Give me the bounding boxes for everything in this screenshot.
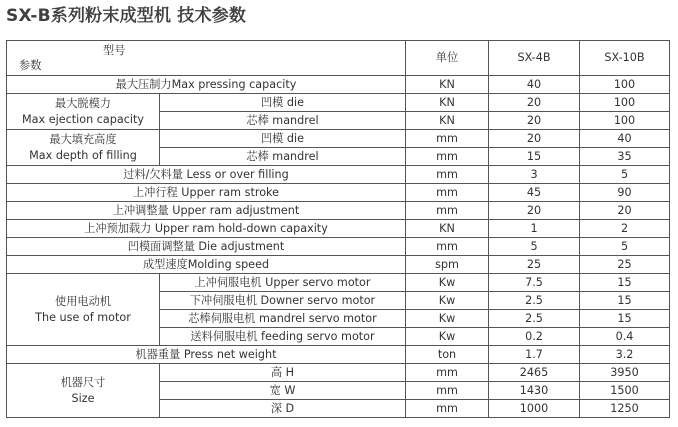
table-row (7, 166, 670, 184)
table-row (7, 346, 670, 364)
row-value-1: 45 (489, 184, 580, 202)
table-header-row (7, 41, 670, 76)
row-value-2: 0.4 (580, 328, 670, 346)
row-unit: Kw (406, 310, 489, 328)
row-label: 过料/欠料量 Less or over filling (7, 166, 406, 184)
row-label: 上冲行程 Upper ram stroke (7, 184, 406, 202)
row-value-2: 20 (580, 202, 670, 220)
table-row (7, 220, 670, 238)
row-value-1: 1430 (489, 382, 580, 400)
row-value-1: 1.7 (489, 346, 580, 364)
row-label: 上冲调整量 Upper ram adjustment (7, 202, 406, 220)
row-value-2: 1500 (580, 382, 670, 400)
row-value-2: 40 (580, 130, 670, 148)
row-unit: KN (406, 220, 489, 238)
header-col1: SX-4B (489, 41, 580, 76)
row-sublabel: 上冲伺服电机 Upper servo motor (160, 274, 406, 292)
row-value-1: 40 (489, 76, 580, 94)
row-value-2: 1250 (580, 400, 670, 418)
row-value-1: 2.5 (489, 292, 580, 310)
row-unit: KN (406, 112, 489, 130)
group-label-cn: 使用电动机 (55, 294, 111, 308)
row-value-2: 3.2 (580, 346, 670, 364)
group-label-en: Max depth of filling (29, 148, 137, 162)
row-unit: Kw (406, 274, 489, 292)
row-label: 凹模面调整量 Die adjustment (7, 238, 406, 256)
row-value-1: 2.5 (489, 310, 580, 328)
table-row (7, 130, 670, 148)
row-value-1: 20 (489, 94, 580, 112)
row-unit: mm (406, 400, 489, 418)
row-sublabel: 深 D (160, 400, 406, 418)
row-value-1: 3 (489, 166, 580, 184)
row-unit: Kw (406, 328, 489, 346)
row-value-1: 5 (489, 238, 580, 256)
spec-table (6, 40, 670, 418)
group-label-cn: 机器尺寸 (60, 375, 106, 389)
header-col2: SX-10B (580, 41, 670, 76)
row-value-1: 7.5 (489, 274, 580, 292)
row-value-2: 15 (580, 292, 670, 310)
row-unit: KN (406, 76, 489, 94)
row-value-1: 0.2 (489, 328, 580, 346)
group-label-en: Max ejection capacity (22, 112, 144, 126)
table-row (7, 202, 670, 220)
row-label: 机器重量 Press net weight (7, 346, 406, 364)
table-row (7, 274, 670, 292)
group-label (7, 364, 160, 418)
row-value-2: 5 (580, 238, 670, 256)
row-value-1: 25 (489, 256, 580, 274)
row-sublabel: 芯棒 mandrel (160, 148, 406, 166)
row-sublabel: 芯棒伺服电机 mandrel servo motor (160, 310, 406, 328)
row-unit: mm (406, 130, 489, 148)
row-sublabel: 凹模 die (160, 94, 406, 112)
row-value-2: 90 (580, 184, 670, 202)
row-label: 上冲预加载力 Upper ram hold-down capaxity (7, 220, 406, 238)
row-unit: KN (406, 94, 489, 112)
row-value-1: 2465 (489, 364, 580, 382)
header-unit: 单位 (406, 41, 489, 76)
row-sublabel: 芯棒 mandrel (160, 112, 406, 130)
group-label (7, 274, 160, 346)
row-value-1: 20 (489, 112, 580, 130)
row-value-2: 3950 (580, 364, 670, 382)
table-row (7, 238, 670, 256)
row-sublabel: 送料伺服电机 feeding servo motor (160, 328, 406, 346)
row-value-1: 1000 (489, 400, 580, 418)
row-unit: ton (406, 346, 489, 364)
group-label (7, 94, 160, 130)
row-value-1: 20 (489, 202, 580, 220)
table-row (7, 256, 670, 274)
table-row (7, 184, 670, 202)
row-value-2: 2 (580, 220, 670, 238)
header-model-label: 型号 (103, 44, 126, 57)
page-title: SX-B系列粉末成型机 技术参数 (6, 6, 247, 26)
row-value-1: 1 (489, 220, 580, 238)
group-label-en: Size (71, 391, 95, 405)
row-value-2: 100 (580, 76, 670, 94)
row-unit: mm (406, 364, 489, 382)
row-sublabel: 凹模 die (160, 130, 406, 148)
row-unit: mm (406, 238, 489, 256)
header-corner-cell (7, 41, 406, 76)
row-unit: spm (406, 256, 489, 274)
row-unit: mm (406, 166, 489, 184)
table-row (7, 94, 670, 112)
row-sublabel: 高 H (160, 364, 406, 382)
row-sublabel: 下冲伺服电机 Downer servo motor (160, 292, 406, 310)
row-unit: mm (406, 148, 489, 166)
row-unit: mm (406, 184, 489, 202)
group-label-en: The use of motor (35, 310, 131, 324)
row-unit: mm (406, 382, 489, 400)
table-row (7, 76, 670, 94)
row-value-2: 100 (580, 112, 670, 130)
row-value-2: 15 (580, 310, 670, 328)
header-param-label: 参数 (19, 59, 42, 72)
row-value-2: 5 (580, 166, 670, 184)
row-value-2: 25 (580, 256, 670, 274)
row-sublabel: 宽 W (160, 382, 406, 400)
row-unit: mm (406, 202, 489, 220)
group-label-cn: 最大填充高度 (49, 132, 117, 146)
row-value-2: 100 (580, 94, 670, 112)
group-label-cn: 最大脱模力 (55, 96, 111, 110)
row-value-2: 15 (580, 274, 670, 292)
row-value-2: 35 (580, 148, 670, 166)
row-label: 最大压制力Max pressing capacity (7, 76, 406, 94)
row-value-1: 15 (489, 148, 580, 166)
row-label: 成型速度Molding speed (7, 256, 406, 274)
table-row (7, 364, 670, 382)
group-label (7, 130, 160, 166)
row-unit: Kw (406, 292, 489, 310)
row-value-1: 20 (489, 130, 580, 148)
